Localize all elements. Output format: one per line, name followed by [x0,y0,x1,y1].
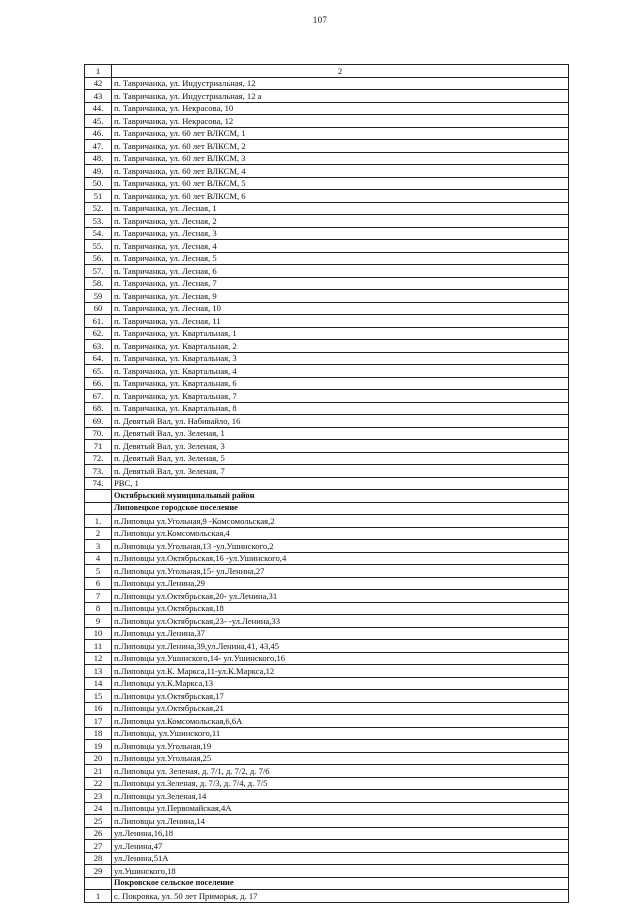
row-number: 69. [85,415,112,428]
row-address: п. Девятый Вал, ул. Зеленая, 1 [112,427,569,440]
row-address: п. Девятый Вал, ул. Зеленая, 5 [112,452,569,465]
row-address: п.Липовцы ул.Ленина,14 [112,815,569,828]
table-row [85,440,569,453]
row-number: 51 [85,190,112,203]
row-address: п. Тавричанка, ул. Лесная, 11 [112,315,569,328]
row-address: п. Тавричанка, ул. Некрасова, 10 [112,102,569,115]
row-number: 46. [85,127,112,140]
table-row [85,377,569,390]
table-row [85,290,569,303]
table-row [85,702,569,715]
row-address: п.Липовцы ул.Ленина,29 [112,577,569,590]
row-number: 28 [85,852,112,865]
table-row [85,190,569,203]
table-row [85,102,569,115]
row-address: п. Тавричанка, ул. 60 лет ВЛКСМ, 1 [112,127,569,140]
row-number: 43 [85,90,112,103]
row-number: 14 [85,677,112,690]
row-number: 1 [85,890,112,903]
row-address: п. Тавричанка, ул. Лесная, 9 [112,290,569,303]
row-address: п. Тавричанка, ул. 60 лет ВЛКСМ, 3 [112,152,569,165]
row-number: 49. [85,165,112,178]
row-number: 2 [85,527,112,540]
row-address: п. Тавричанка, ул. Лесная, 10 [112,302,569,315]
section-title: Октябрьский муниципальный район [112,490,569,503]
section-title: Липовецкое городское поселение [112,502,569,515]
row-address: п.Липовцы ул.Октябрьская,17 [112,690,569,703]
row-number: 54. [85,227,112,240]
row-number: 5 [85,565,112,578]
row-address: п. Тавричанка, ул. Квартальная, 4 [112,365,569,378]
table-row [85,615,569,628]
row-address: п. Тавричанка, ул. 60 лет ВЛКСМ, 2 [112,140,569,153]
table-row [85,590,569,603]
row-number: 24 [85,802,112,815]
row-number: 19 [85,740,112,753]
row-address: п.Липовцы ул.Ленина,37 [112,627,569,640]
row-address: п.Липовцы, ул.Ушинского,11 [112,727,569,740]
row-number: 12 [85,652,112,665]
table-row [85,652,569,665]
address-table [84,64,569,903]
row-number: 58. [85,277,112,290]
row-number: 4 [85,552,112,565]
row-address: п. Тавричанка, ул. 60 лет ВЛКСМ, 5 [112,177,569,190]
row-address: п. Девятый Вал, ул. Набивайло, 16 [112,415,569,428]
row-address: п. Тавричанка, ул. 60 лет ВЛКСМ, 4 [112,165,569,178]
row-address: п. Тавричанка, ул. Лесная, 2 [112,215,569,228]
row-address: п. Тавричанка, ул. Квартальная, 8 [112,402,569,415]
row-address: п.Липовцы ул.Октябрьская,18 [112,602,569,615]
section-heading-row [85,490,569,503]
row-number: 23 [85,790,112,803]
row-address: ул.Ленина,51А [112,852,569,865]
table-row [85,565,569,578]
row-address: п. Тавричанка, ул. Лесная, 7 [112,277,569,290]
table-row [85,365,569,378]
table-row [85,777,569,790]
row-address: п.Липовцы ул.Ленина,39,ул.Ленина,41, 43,45 [112,640,569,653]
row-number: 71 [85,440,112,453]
row-number: 52. [85,202,112,215]
row-number: 8 [85,602,112,615]
table-row [85,790,569,803]
row-number: 61. [85,315,112,328]
row-address: п.Липовцы ул.Угольная,13 -ул.Ушинского,2 [112,540,569,553]
row-number: 7 [85,590,112,603]
row-address: п.Липовцы ул.Первомайская,4А [112,802,569,815]
table-row [85,515,569,528]
table-row [85,815,569,828]
row-address: с. Покровка, ул. 50 лет Приморья, д. 17 [112,890,569,903]
row-address: п. Тавричанка, ул. Квартальная, 6 [112,377,569,390]
row-number: 65. [85,365,112,378]
table-row [85,765,569,778]
table-row [85,577,569,590]
table-row [85,315,569,328]
row-address: п. Тавричанка, ул. Квартальная, 3 [112,352,569,365]
row-number: 66. [85,377,112,390]
table-row [85,465,569,478]
row-address: п. Тавричанка, ул. Квартальная, 1 [112,327,569,340]
row-address: п. Тавричанка, ул. Лесная, 5 [112,252,569,265]
row-address: п. Тавричанка, ул. Лесная, 6 [112,265,569,278]
row-address: п. Тавричанка, ул. Индустриальная, 12 а [112,90,569,103]
row-address: ул.Ленина,16,18 [112,827,569,840]
table-row [85,140,569,153]
table-row [85,715,569,728]
table-row [85,152,569,165]
row-address: п.Липовцы ул.К. Маркса,11-ул.К.Маркса,12 [112,665,569,678]
table-row [85,852,569,865]
row-number: 64. [85,352,112,365]
table-row [85,552,569,565]
table-row [85,340,569,353]
row-number: 73. [85,465,112,478]
table-row [85,840,569,853]
table-row [85,690,569,703]
row-number: 55. [85,240,112,253]
row-address: п. Девятый Вал, ул. Зеленая, 3 [112,440,569,453]
row-number: 53. [85,215,112,228]
table-row [85,265,569,278]
table-row [85,77,569,90]
row-address: п.Липовцы ул.Угольная,9 -Комсомольская,2 [112,515,569,528]
row-address: п. Тавричанка, ул. Некрасова, 12 [112,115,569,128]
row-number: 45. [85,115,112,128]
page-number: 107 [312,15,328,25]
table-row [85,665,569,678]
row-number: 13 [85,665,112,678]
table-row [85,165,569,178]
row-number: 47. [85,140,112,153]
row-address: п.Липовцы ул.Угольная,15- ул.Ленина,27 [112,565,569,578]
row-number: 67. [85,390,112,403]
table-row [85,177,569,190]
row-address: ул.Ленина,47 [112,840,569,853]
row-address: п. Девятый Вал, ул. Зеленая, 7 [112,465,569,478]
row-number: 63. [85,340,112,353]
row-address: п.Липовцы ул.Комсомольская,6,6А [112,715,569,728]
row-address: п.Липовцы ул.Зеленая,14 [112,790,569,803]
row-number: 72. [85,452,112,465]
table-row [85,215,569,228]
row-number: 26 [85,827,112,840]
table-row [85,277,569,290]
row-address: п.Липовцы ул.К.Маркса,13 [112,677,569,690]
table-row [85,252,569,265]
row-address: п.Липовцы ул.Октябрьская,23- -ул.Ленина,33 [112,615,569,628]
table-row [85,127,569,140]
row-number: 70. [85,427,112,440]
row-address: п.Липовцы ул.Угольная,25 [112,752,569,765]
row-address: п.Липовцы ул.Угольная,19 [112,740,569,753]
row-number: 3 [85,540,112,553]
row-number: 16 [85,702,112,715]
row-number: 17 [85,715,112,728]
table-row [85,890,569,903]
row-address: ул.Ушинского,18 [112,865,569,878]
row-number: 29 [85,865,112,878]
row-address: п.Липовцы ул. Зеленая, д. 7/1, д. 7/2, д. 7/6 [112,765,569,778]
table-row [85,802,569,815]
table-row [85,115,569,128]
table-row [85,352,569,365]
row-address: п. Тавричанка, ул. Лесная, 1 [112,202,569,215]
row-number: 42 [85,77,112,90]
row-number: 59 [85,290,112,303]
row-number [85,877,112,890]
row-address: п.Липовцы ул.Октябрьская,21 [112,702,569,715]
row-number: 27 [85,840,112,853]
row-number: 74. [85,477,112,490]
table-row [85,402,569,415]
row-address: п.Липовцы ул.Зеленая, д. 7/3, д. 7/4, д. 7/5 [112,777,569,790]
row-address: РВС, 1 [112,477,569,490]
section-heading-row [85,502,569,515]
table-row [85,227,569,240]
table-row [85,627,569,640]
table-row [85,415,569,428]
table-row [85,827,569,840]
row-number [85,490,112,503]
row-address: п. Тавричанка, ул. Лесная, 4 [112,240,569,253]
table-row [85,602,569,615]
row-address: п. Тавричанка, ул. Квартальная, 2 [112,340,569,353]
row-number: 44. [85,102,112,115]
row-number: 57. [85,265,112,278]
row-address: п. Тавричанка, ул. Квартальная, 7 [112,390,569,403]
table-row [85,452,569,465]
row-number: 9 [85,615,112,628]
section-title: Покровское сельское поселение [112,877,569,890]
row-address: п.Липовцы ул.Комсомольская,4 [112,527,569,540]
table-row [85,202,569,215]
table-row [85,527,569,540]
table-row [85,640,569,653]
table-row [85,677,569,690]
row-number: 68. [85,402,112,415]
row-number: 10 [85,627,112,640]
table-row [85,752,569,765]
table-row [85,240,569,253]
row-number: 1. [85,515,112,528]
row-number: 15 [85,690,112,703]
table-header-row [85,65,569,78]
row-address: п. Тавричанка, ул. 60 лет ВЛКСМ, 6 [112,190,569,203]
row-number: 50. [85,177,112,190]
row-number: 56. [85,252,112,265]
section-heading-row [85,877,569,890]
table-row [85,302,569,315]
row-number [85,502,112,515]
table-row [85,740,569,753]
row-address: п.Липовцы ул.Октябрьская,16 -ул.Ушинского,4 [112,552,569,565]
row-number: 11 [85,640,112,653]
table-row [85,727,569,740]
header-col-number: 1 [85,65,112,78]
table-row [85,327,569,340]
row-address: п.Липовцы ул.Ушинского,14- ул.Ушинского,16 [112,652,569,665]
table-row [85,90,569,103]
table-row [85,865,569,878]
row-number: 6 [85,577,112,590]
table-row [85,477,569,490]
row-number: 18 [85,727,112,740]
row-number: 25 [85,815,112,828]
row-number: 60 [85,302,112,315]
table-row [85,427,569,440]
table-row [85,540,569,553]
table-row [85,390,569,403]
address-table-body [85,65,569,903]
row-number: 62. [85,327,112,340]
row-number: 21 [85,765,112,778]
row-number: 48. [85,152,112,165]
row-address: п.Липовцы ул.Октябрьская,20- ул.Ленина,31 [112,590,569,603]
row-address: п. Тавричанка, ул. Лесная, 3 [112,227,569,240]
row-number: 20 [85,752,112,765]
row-address: п. Тавричанка, ул. Индустриальная, 12 [112,77,569,90]
header-col-address: 2 [112,65,569,78]
row-number: 22 [85,777,112,790]
